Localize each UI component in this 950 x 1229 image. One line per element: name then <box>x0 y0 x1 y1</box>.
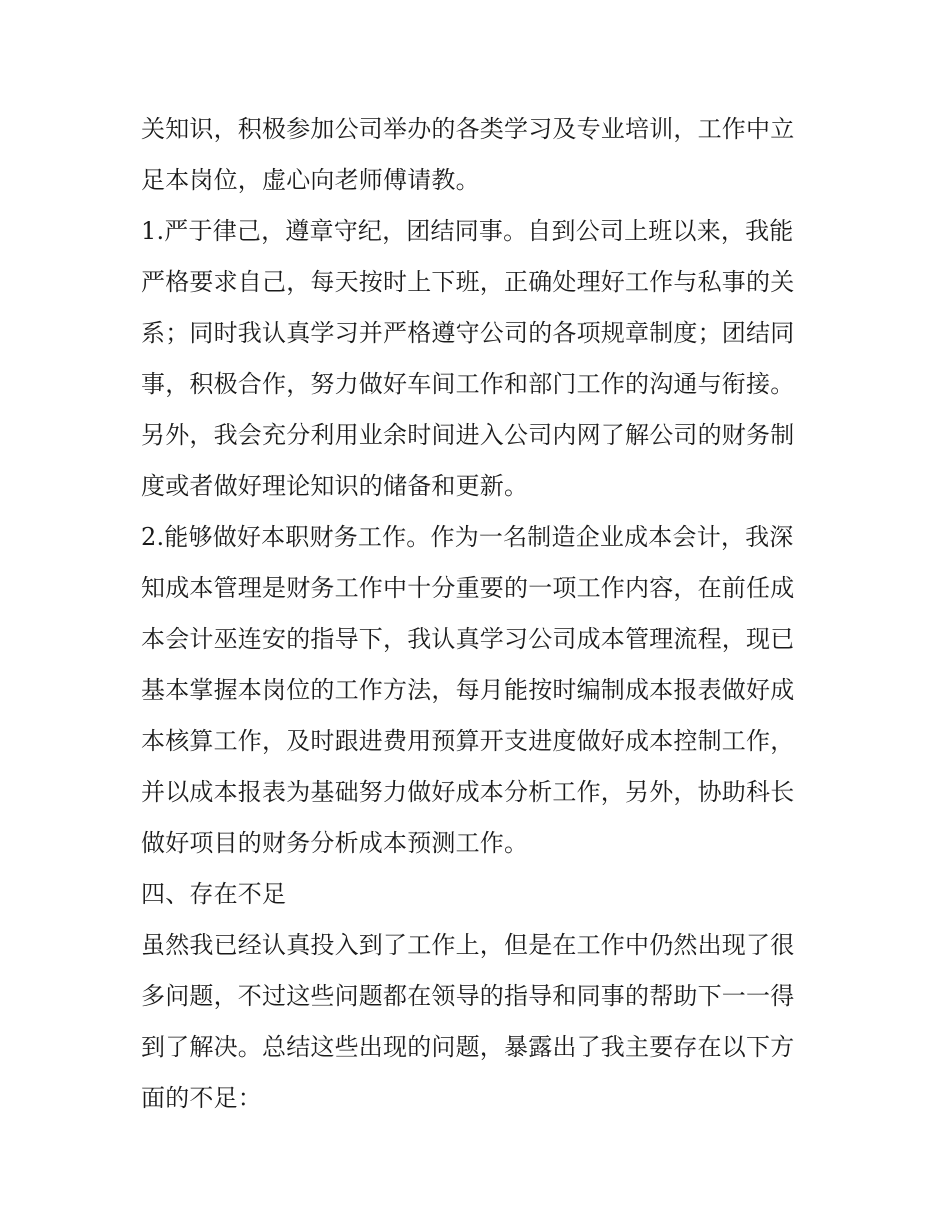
text-line: 本会计巫连安的指导下，我认真学习公司成本管理流程，现已 <box>141 625 795 653</box>
text-line: 到了解决。总结这些出现的问题，暴露出了我主要存在以下方 <box>141 1033 795 1061</box>
text-line: 2.能够做好本职财务工作。作为一名制造企业成本会计，我深 <box>141 523 794 551</box>
text-line: 本核算工作，及时跟进费用预算开支进度做好成本控制工作， <box>141 727 795 755</box>
section-heading: 四、存在不足 <box>141 880 287 908</box>
text-line: 关知识，积极参加公司举办的各类学习及专业培训，工作中立 <box>141 115 795 143</box>
text-line: 并以成本报表为基础努力做好成本分析工作，另外，协助科长 <box>141 778 795 806</box>
text-line: 1.严于律己，遵章守纪，团结同事。自到公司上班以来，我能 <box>141 217 794 245</box>
text-line: 足本岗位，虚心向老师傅请教。 <box>141 166 480 194</box>
text-line: 事，积极合作，努力做好车间工作和部门工作的沟通与衔接。 <box>141 370 795 398</box>
text-line: 严格要求自己，每天按时上下班，正确处理好工作与私事的关 <box>141 268 795 296</box>
text-line: 面的不足： <box>141 1084 262 1112</box>
text-line: 虽然我已经认真投入到了工作上，但是在工作中仍然出现了很 <box>141 931 795 959</box>
text-line: 知成本管理是财务工作中十分重要的一项工作内容，在前任成 <box>141 574 795 602</box>
text-line: 多问题，不过这些问题都在领导的指导和同事的帮助下一一得 <box>141 982 795 1010</box>
text-line: 系；同时我认真学习并严格遵守公司的各项规章制度；团结同 <box>141 319 795 347</box>
text-line: 基本掌握本岗位的工作方法，每月能按时编制成本报表做好成 <box>141 676 795 704</box>
text-line: 做好项目的财务分析成本预测工作。 <box>141 829 529 857</box>
document-body <box>141 104 821 1124</box>
text-line: 度或者做好理论知识的储备和更新。 <box>141 472 529 500</box>
text-line: 另外，我会充分利用业余时间进入公司内网了解公司的财务制 <box>141 421 795 449</box>
